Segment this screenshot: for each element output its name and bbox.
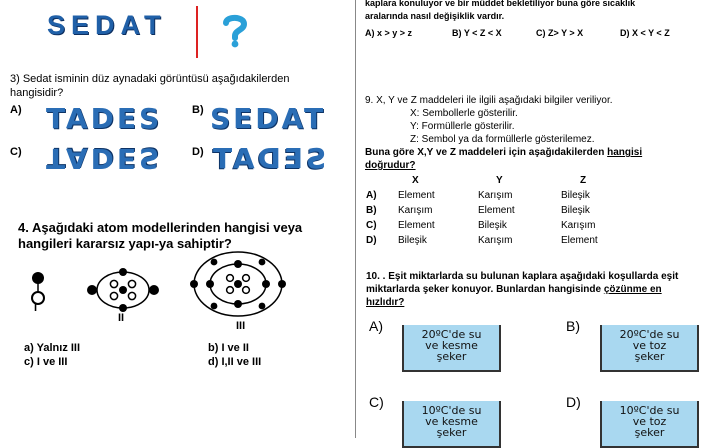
table-row: A) Element Karışım Bileşik [366, 190, 590, 201]
beaker-a-label: A) [369, 318, 383, 334]
q3-option-c-label: C) [10, 146, 22, 158]
red-bar [196, 6, 198, 58]
q4-answer-c: c) I ve III [24, 356, 68, 368]
atom-2-label: II [118, 312, 125, 324]
question-10-text: 10. . Eşit miktarlarda su bulunan kaplara aşağıdaki koşullarda eşit miktarlarda şeker konuyor. Bunlardan hangisinde çözünme en hızlıdır? [366, 271, 679, 308]
atom-model-2 [84, 262, 162, 318]
beaker-d-label: D) [566, 394, 581, 410]
q9-table-header: X Y Z [412, 175, 587, 186]
beaker-b-label: B) [566, 318, 580, 334]
q4-answer-d: d) I,II ve III [208, 356, 262, 368]
q9-table [366, 175, 686, 250]
q4-answer-b: b) I ve II [208, 342, 249, 354]
table-row: B) Karışım Element Bileşik [366, 205, 590, 216]
question-9 [365, 94, 695, 172]
question-mark-icon [222, 14, 248, 48]
beaker-c: 10ºC'de su ve kesme şeker [402, 401, 501, 448]
beaker-c-label: C) [369, 394, 384, 410]
atom-1-label: I [34, 302, 38, 314]
q3-option-a-label: A) [10, 104, 22, 116]
table-row: D) Bileşik Karışım Element [366, 235, 598, 246]
q3-option-d-word: SEDAT [210, 142, 327, 175]
q9-fact-x: X: Sembollerle gösterilir. [410, 108, 518, 119]
question-3-text: 3) Sedat isminin düz aynadaki görüntüsü aşağıdakilerden hangisidir? [10, 73, 290, 99]
q4-answer-a: a) Yalnız III [24, 342, 81, 354]
q8-option-c: C) Z> Y > X [536, 28, 584, 38]
q8-text-line1: kaplara konuluyor ve bir müddet bekletiliyor buna göre sıcaklık [365, 0, 636, 8]
atom-model-3 [190, 248, 286, 320]
q3-option-c-word: TADES [46, 142, 163, 175]
q3-option-a-word: TADES [46, 102, 163, 135]
column-divider [355, 0, 356, 438]
beaker-a: 20ºC'de su ve kesme şeker [402, 325, 501, 372]
atom-3-label: III [236, 320, 246, 332]
beaker-d: 10ºC'de su ve toz şeker [600, 401, 699, 448]
table-row: C) Element Bileşik Karışım [366, 220, 596, 231]
question-4-text: 4. Aşağıdaki atom modellerinden hangisi veya hangileri kararsız yapı-ya sahiptir? [18, 220, 303, 251]
sedat-title: SEDAT [47, 10, 167, 40]
q3-option-d-label: D) [192, 146, 204, 158]
atom-model-1 [18, 270, 58, 310]
q9-fact-y: Y: Formüllerle gösterilir. [410, 121, 515, 132]
q8-option-a: A) x > y > z [365, 28, 413, 38]
q9-question: Buna göre X,Y ve Z maddeleri için aşağıdakilerden hangisi doğrudur? [365, 147, 643, 171]
q8-option-b: B) Y < Z < X [452, 28, 502, 38]
q3-option-b-word: SEDAT [210, 102, 327, 135]
beaker-b: 20ºC'de su ve toz şeker [600, 325, 699, 372]
q8-option-d: D) X < Y < Z [620, 28, 670, 38]
q3-option-b-label: B) [192, 104, 204, 116]
q9-fact-z: Z: Sembol ya da formüllerle gösterilemez. [410, 134, 595, 145]
q8-text-line2: aralarında nasıl değişiklik vardır. [365, 11, 505, 21]
q9-text: 9. X, Y ve Z maddeleri ile ilgili aşağıdaki bilgiler veriliyor. [365, 95, 613, 106]
